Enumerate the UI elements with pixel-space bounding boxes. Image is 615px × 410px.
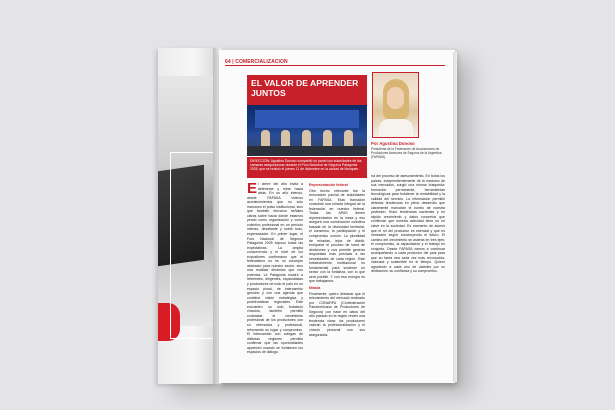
column-2-text-b: Finalmente, quiero destacar que el relevamiento del mercado realizado por CONARPA (Confederación Panamericana de Productores de Seguros) con base en datos del año pasado en la región reveló una tendencia clara: los productores valoran la profesionalización y el vínculo personal con sus asegurados. (309, 291, 365, 337)
article-column-2 (309, 182, 365, 377)
page-header: 64 | COMERCIALIZACION (225, 59, 288, 65)
subheading-mirada: Mirada (309, 286, 321, 291)
article-column-3 (371, 174, 445, 379)
photo-caption: DIRECCIÓN: Agustina Donoso compartió un panel con autoridades de las cámaras aseguradoras durante el Foro Nacional de Seguros Patagonia 2025, que se realizó el jueves 11 de diciembre en la ciudad de Neuquén. (247, 157, 367, 178)
section-name: COMERCIALIZACION (235, 59, 288, 65)
page-number: 64 (225, 59, 231, 65)
stage (247, 146, 367, 156)
column-1-text: l cierre del año invita a detenerse y mirar hacia atrás. En un año intenso, desde FAPASA vivimos acontecimientos que no solo marcaron el pulso institucional, sino que también elevaron señales claras sobre hacia dónde estamos yendo como organización y como colectivo profesional en un período intenso, desafiante y sobre todo, esperanzador. En primer lugar, el Foro Nacional de Seguros Patagonia 2025 expuso todas las expectativas. La amplia concurrencia y el nivel de los expositores confirmaron que el federalismo no es un concepto abstracto para nuestro sector, sino una realidad dinámica que nos potencia. La Patagonia mostró a referentes, dirigentes, especialistas y productores de todo el país en un espacio plural, de intercambio genuino y con una agenda que combinó visión estratégica y problemáticas regionales. Este encuentro no sólo fortaleció vínculos, también permitió contrastar el crecimiento profesional de los productores con su relevancia y profesional, reforzando su lugar y compromiso. El intercambio con colegas de distintas regiones permitió confirmar que las oportunidades aparecen cuando se fortalecen los espacios de diálogo. (247, 182, 303, 355)
author-bio: Presidenta de la Federación de Asociaciones de Productores Asesores de Seguros de la Argentina (FAPASA) (371, 147, 442, 159)
author-byline: Por Agustina Donoso (371, 141, 415, 146)
portrait-body (379, 119, 413, 138)
subheading-federal: Representación federal (309, 183, 348, 187)
stage-screen (255, 110, 359, 128)
left-page-frame (170, 152, 218, 339)
column-2-text: Otro hecho relevante fue la renovación parcial de autoridades en FAPASA. Esta transición consolidó una mirada integral de la federación en nuestro federal. Todas las APAS tienen representación en la mesa y eso asegura una construcción colectiva basada en la diversidad territorial, el consenso, la participación y el compromiso común. La pluralidad de miradas, lejos de dividir, enriquece el proceso de toma de decisiones y nos permite generar respuestas más precisas a las necesidades de cada región. Este fortalecimiento institucional es fundamental para sostener un sector con la fortaleza, con lo que será posible. Y con esa energía es que trabajamos. (309, 188, 365, 284)
left-page (158, 48, 218, 384)
hero-photo-panel (247, 105, 367, 156)
portrait-face (387, 87, 404, 109)
column-3-text: ría del proceso de asesoramiento. En todos los países, independientemente de la madurez de sus mercados, surgió una misma búsqueda: formación permanente, herramientas tecnológicas para fortalecer la rentabilidad y la calidad del servicio. La información permitió detectar tendencias en pleno desarrollo que claramente marcarán el rumbo de nuestra profesión. Hubo tendencias nacientes y en rápido crecimiento y datos concretos que confirman que nuestra actividad tiene un rol clave en la sociedad. Es momento de asumir que el rol del productor es esencial y que es necesario seguir construyendo el futuro. El camino del crecimiento se asienta en tres ejes: el compromiso, la capacitación y el trabajo en conjunto. Desde FAPASA vamos a continuar acompañando a cada productor del país para que su tarea sea cada vez más reconocida, valorada y sostenible en el tiempo. Quiero agradecer a cada uno de ustedes por su dedicación, su confianza y su compromiso. (371, 174, 445, 274)
header-rule (225, 65, 445, 66)
article-column-1 (247, 182, 303, 377)
right-page (219, 50, 455, 383)
drop-cap: E (247, 182, 258, 197)
page-edge (453, 52, 457, 382)
author-portrait (372, 72, 419, 138)
article-title: EL VALOR DE APRENDER JUNTOS (247, 75, 367, 105)
